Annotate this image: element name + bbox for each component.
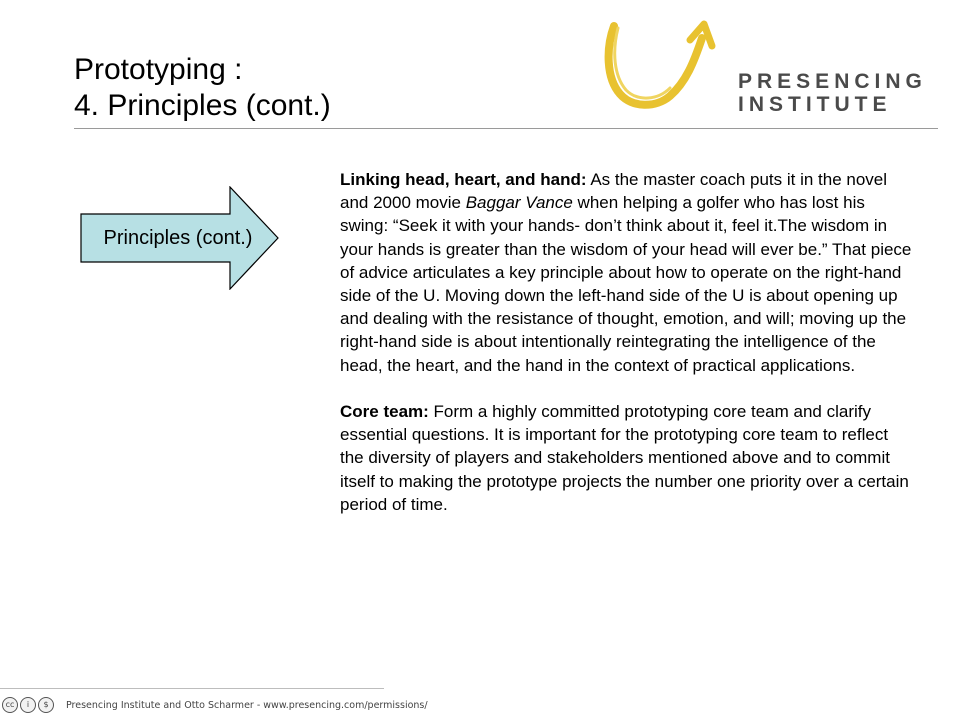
attribution-icon: i — [20, 697, 36, 713]
italic-title: Baggar Vance — [465, 193, 573, 213]
logo-line2: INSTITUTE — [738, 93, 892, 116]
license-footer — [0, 690, 428, 720]
footer-credit: Presencing Institute and Otto Scharmer - www.presencing.com/permissions/ — [66, 699, 428, 711]
license-icons — [2, 697, 54, 713]
arrow-label: Principles (cont.) — [103, 226, 253, 249]
slide-title-line1: Prototyping : — [74, 53, 243, 86]
paragraph-linking — [340, 168, 915, 377]
paragraph-text: when helping a golfer who has lost his swing: “Seek it with your hands- don’t think about it, feel it.The wisdom in your hands is greater than the wisdom of your head will ever be.” That piece of advice articulates a key principle about how to operate on the right-hand side of the U. Moving down the left-hand side of the U is about opening up and dealing with the resistance of thought, emotion, and will; moving up the right-hand side is about intentionally reintegrating the intelligence of the head, the heart, and the hand in the context of practical applications. — [340, 193, 912, 375]
noncommercial-icon: $ — [38, 697, 54, 713]
paragraph-heading: Linking head, heart, and hand: — [340, 170, 587, 189]
slide-title — [74, 52, 331, 124]
cc-license-icon: cc — [2, 697, 18, 713]
logo-wordmark — [738, 70, 927, 116]
principles-arrow — [80, 186, 280, 290]
title-divider — [74, 128, 938, 129]
logo-line1: PRESENCING — [738, 70, 927, 93]
principles-body — [340, 168, 915, 516]
paragraph-text: As the master coach puts it in the novel and 2000 movie — [340, 170, 888, 213]
paragraph-text: Form a highly committed prototyping core team and clarify essential questions. It is important for the prototyping core team to reflect the diversity of players and stakeholders mentioned above and to commit itself to making the prototype projects the number one priority over a certain period of time. — [340, 402, 909, 514]
paragraph-core-team — [340, 400, 915, 516]
slide-title-line2: 4. Principles (cont.) — [74, 89, 331, 122]
footer-divider — [0, 688, 384, 689]
paragraph-heading: Core team: — [340, 402, 429, 422]
